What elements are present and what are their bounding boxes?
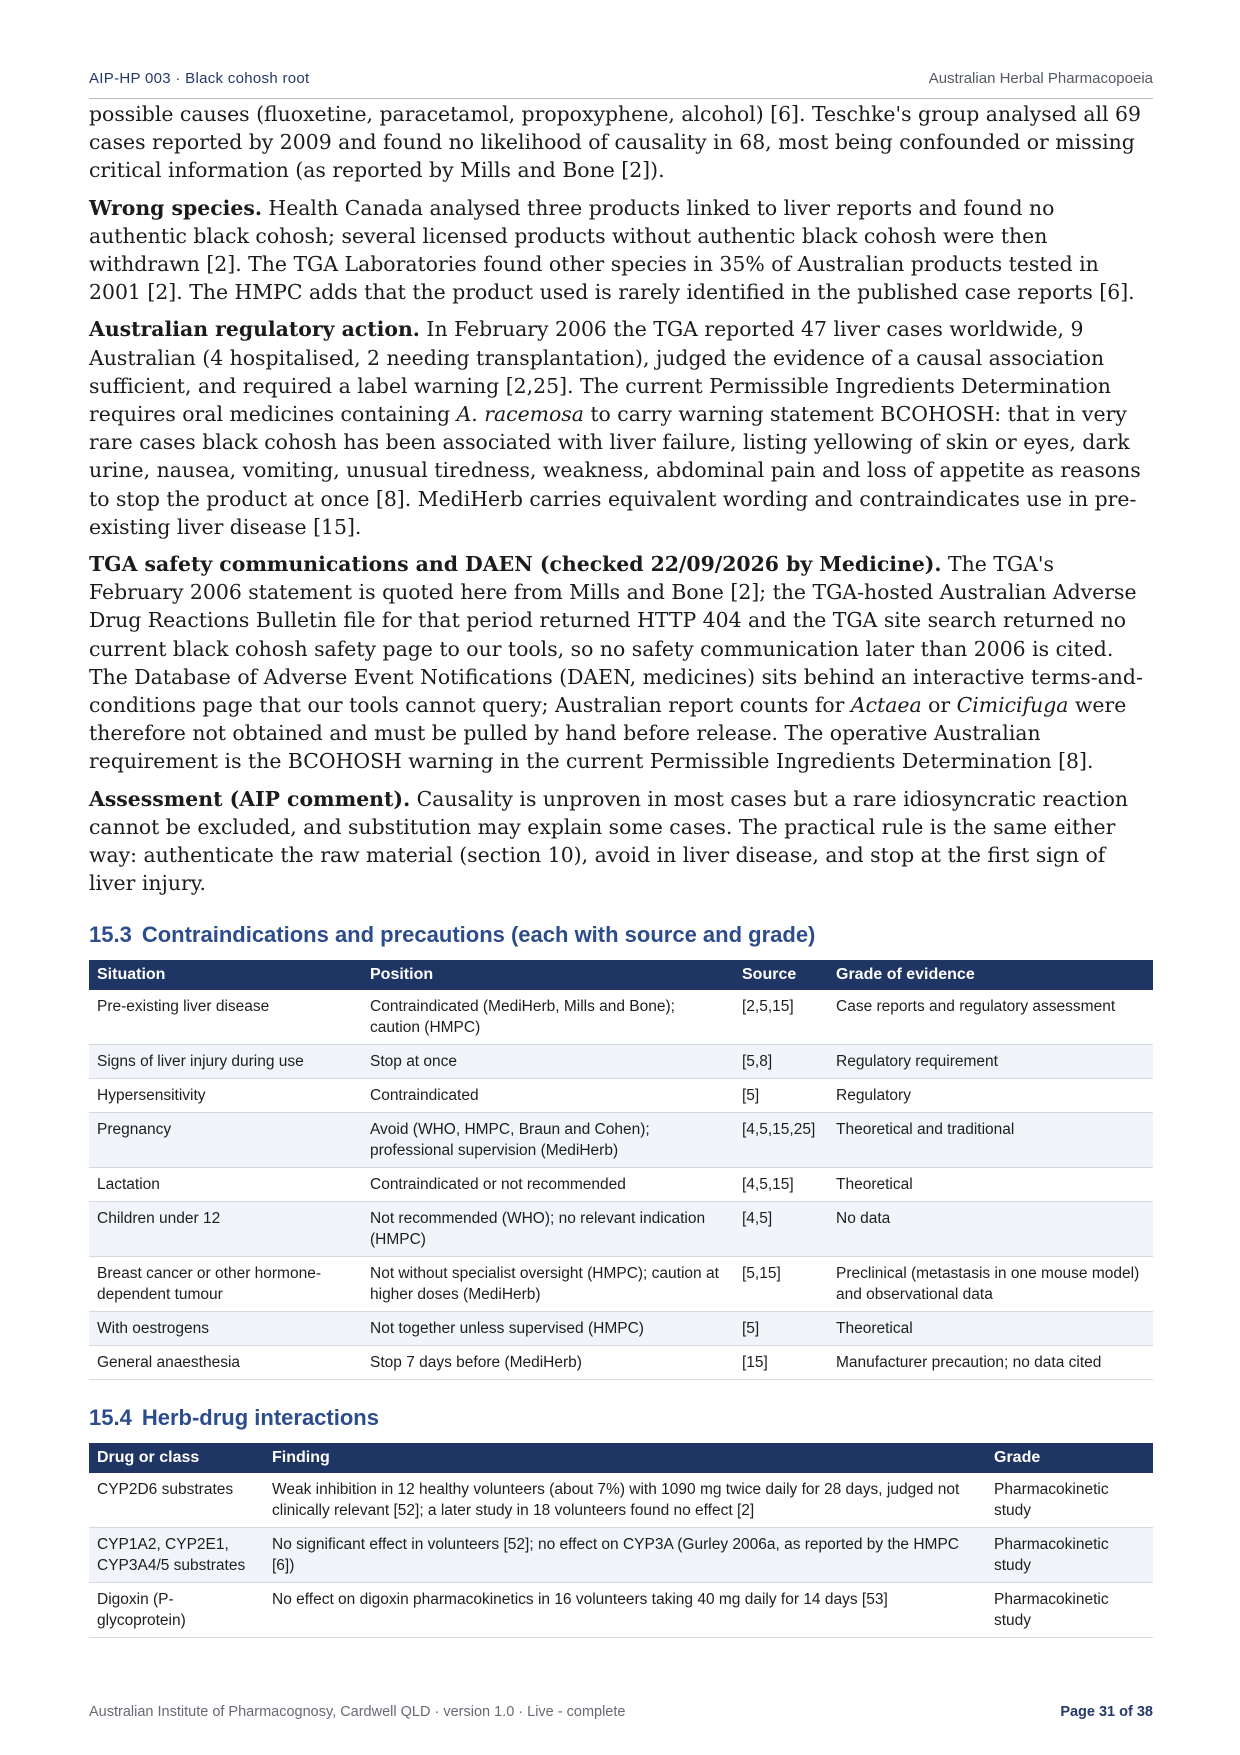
page-number: Page 31 of 38 bbox=[1060, 1704, 1153, 1720]
footer-institute: Australian Institute of Pharmacognosy, Cardwell QLD · version 1.0 · Live - complete bbox=[89, 1704, 626, 1720]
lead-wrong-species: Wrong species. bbox=[89, 195, 262, 220]
lead-tga-daen: TGA safety communications and DAEN (checked 22/09/2026 by Medicine). bbox=[89, 552, 942, 577]
table-row: Lactation Contraindicated or not recommended [4,5,15] Theoretical bbox=[89, 1168, 1153, 1202]
column-header: Grade bbox=[986, 1443, 1153, 1473]
header-publication: Australian Herbal Pharmacopoeia bbox=[928, 70, 1153, 87]
table-row: Children under 12 Not recommended (WHO); no relevant indication (HMPC) [4,5] No data bbox=[89, 1202, 1153, 1257]
table-row: Breast cancer or other hormone-dependent tumour Not without specialist oversight (HMPC); caution at higher doses (MediHerb) [5,15] Preclinical (metastasis in one mouse model) and observational data bbox=[89, 1257, 1153, 1312]
paragraph-tga-daen: TGA safety communications and DAEN (checked 22/09/2026 by Medicine). The TGA's February 2006 statement is quoted here from Mills and Bone [2]; the TGA-hosted Australian Adverse Drug Reactions Bulletin file for that period returned HTTP 404 and the TGA site search returned no current black cohosh safety page to our tools, so no safety communication later than 2006 is cited. The Database of Adverse Event Notifications (DAEN, medicines) sits behind an interactive terms-and-conditions page that our tools cannot query; Australian report counts for Actaea or Cimicifuga were therefore not obtained and must be pulled by hand before release. The operative Australian requirement is the BCOHOSH warning in the current Permissible Ingredients Determination [8]. bbox=[89, 552, 1143, 774]
table-row: Digoxin (P-glycoprotein) No effect on digoxin pharmacokinetics in 16 volunteers taking 40 mg daily for 14 days [53] Pharmacokinetic study bbox=[89, 1583, 1153, 1638]
page-content bbox=[89, 100, 1153, 1638]
column-header: Position bbox=[362, 960, 734, 990]
paragraph-wrong-species: Wrong species. Health Canada analysed three products linked to liver reports and found no authentic black cohosh; several licensed products without authentic black cohosh were then withdrawn [2]. The TGA Laboratories found other species in 35% of Australian products tested in 2001 [2]. The HMPC adds that the product used is rarely identified in the published case reports [6]. bbox=[89, 195, 1135, 305]
header-document-id: AIP-HP 003 · Black cohosh root bbox=[89, 70, 310, 87]
table-row: General anaesthesia Stop 7 days before (MediHerb) [15] Manufacturer precaution; no data cited bbox=[89, 1346, 1153, 1380]
table-header-row bbox=[89, 1443, 1153, 1473]
lead-assessment: Assessment (AIP comment). bbox=[89, 786, 411, 811]
table-row: Signs of liver injury during use Stop at once [5,8] Regulatory requirement bbox=[89, 1045, 1153, 1079]
table-row: CYP1A2, CYP2E1, CYP3A4/5 substrates No significant effect in volunteers [52]; no effect on CYP3A (Gurley 2006a, as reported by the HMPC [6]) Pharmacokinetic study bbox=[89, 1528, 1153, 1583]
contraindications-table bbox=[89, 960, 1153, 1380]
column-header: Source bbox=[734, 960, 828, 990]
table-header-row bbox=[89, 960, 1153, 990]
column-header: Drug or class bbox=[89, 1443, 264, 1473]
paragraph-regulatory-action: Australian regulatory action. In February 2006 the TGA reported 47 liver cases worldwide, 9 Australian (4 hospitalised, 2 needing transplantation), judged the evidence of a causal association sufficient, and required a label warning [2,25]. The current Permissible Ingredients Determination requires oral medicines containing A. racemosa to carry warning statement BCOHOSH: that in very rare cases black cohosh has been associated with liver failure, listing yellowing of skin or eyes, dark urine, nausea, vomiting, unusual tiredness, weakness, abdominal pain and loss of appetite as reasons to stop the product at once [8]. MediHerb carries equivalent wording and contraindicates use in pre-existing liver disease [15]. bbox=[89, 317, 1141, 539]
paragraph-causes: possible causes (fluoxetine, paracetamol, propoxyphene, alcohol) [6]. Teschke's group analysed all 69 cases reported by 2009 and found no likelihood of causality in 68, most being confounded or missing critical information (as reported by Mills and Bone [2]). bbox=[89, 102, 1141, 183]
lead-regulatory-action: Australian regulatory action. bbox=[89, 317, 420, 342]
paragraph-assessment: Assessment (AIP comment). Causality is unproven in most cases but a rare idiosyncratic reaction cannot be excluded, and substitution may explain some cases. The practical rule is the same either way: authenticate the raw material (section 10), avoid in liver disease, and stop at the first sign of liver injury. bbox=[89, 786, 1129, 896]
running-header bbox=[89, 70, 1153, 99]
column-header: Grade of evidence bbox=[828, 960, 1153, 990]
section-heading-15-3: 15.3 Contraindications and precautions (each with source and grade) bbox=[89, 922, 816, 948]
table-row: With oestrogens Not together unless supervised (HMPC) [5] Theoretical bbox=[89, 1312, 1153, 1346]
table-row: Pre-existing liver disease Contraindicated (MediHerb, Mills and Bone); caution (HMPC) [2,5,15] Case reports and regulatory assessment bbox=[89, 990, 1153, 1045]
table-row: CYP2D6 substrates Weak inhibition in 12 healthy volunteers (about 7%) with 1090 mg twice daily for 28 days, judged not clinically relevant [52]; a later study in 18 volunteers found no effect [2] Pharmacokinetic study bbox=[89, 1473, 1153, 1528]
interactions-table bbox=[89, 1443, 1153, 1638]
table-row: Hypersensitivity Contraindicated [5] Regulatory bbox=[89, 1079, 1153, 1113]
table-row: Pregnancy Avoid (WHO, HMPC, Braun and Cohen); professional supervision (MediHerb) [4,5,15,25] Theoretical and traditional bbox=[89, 1113, 1153, 1168]
section-heading-15-4: 15.4 Herb-drug interactions bbox=[89, 1405, 379, 1431]
column-header: Finding bbox=[264, 1443, 986, 1473]
column-header: Situation bbox=[89, 960, 362, 990]
